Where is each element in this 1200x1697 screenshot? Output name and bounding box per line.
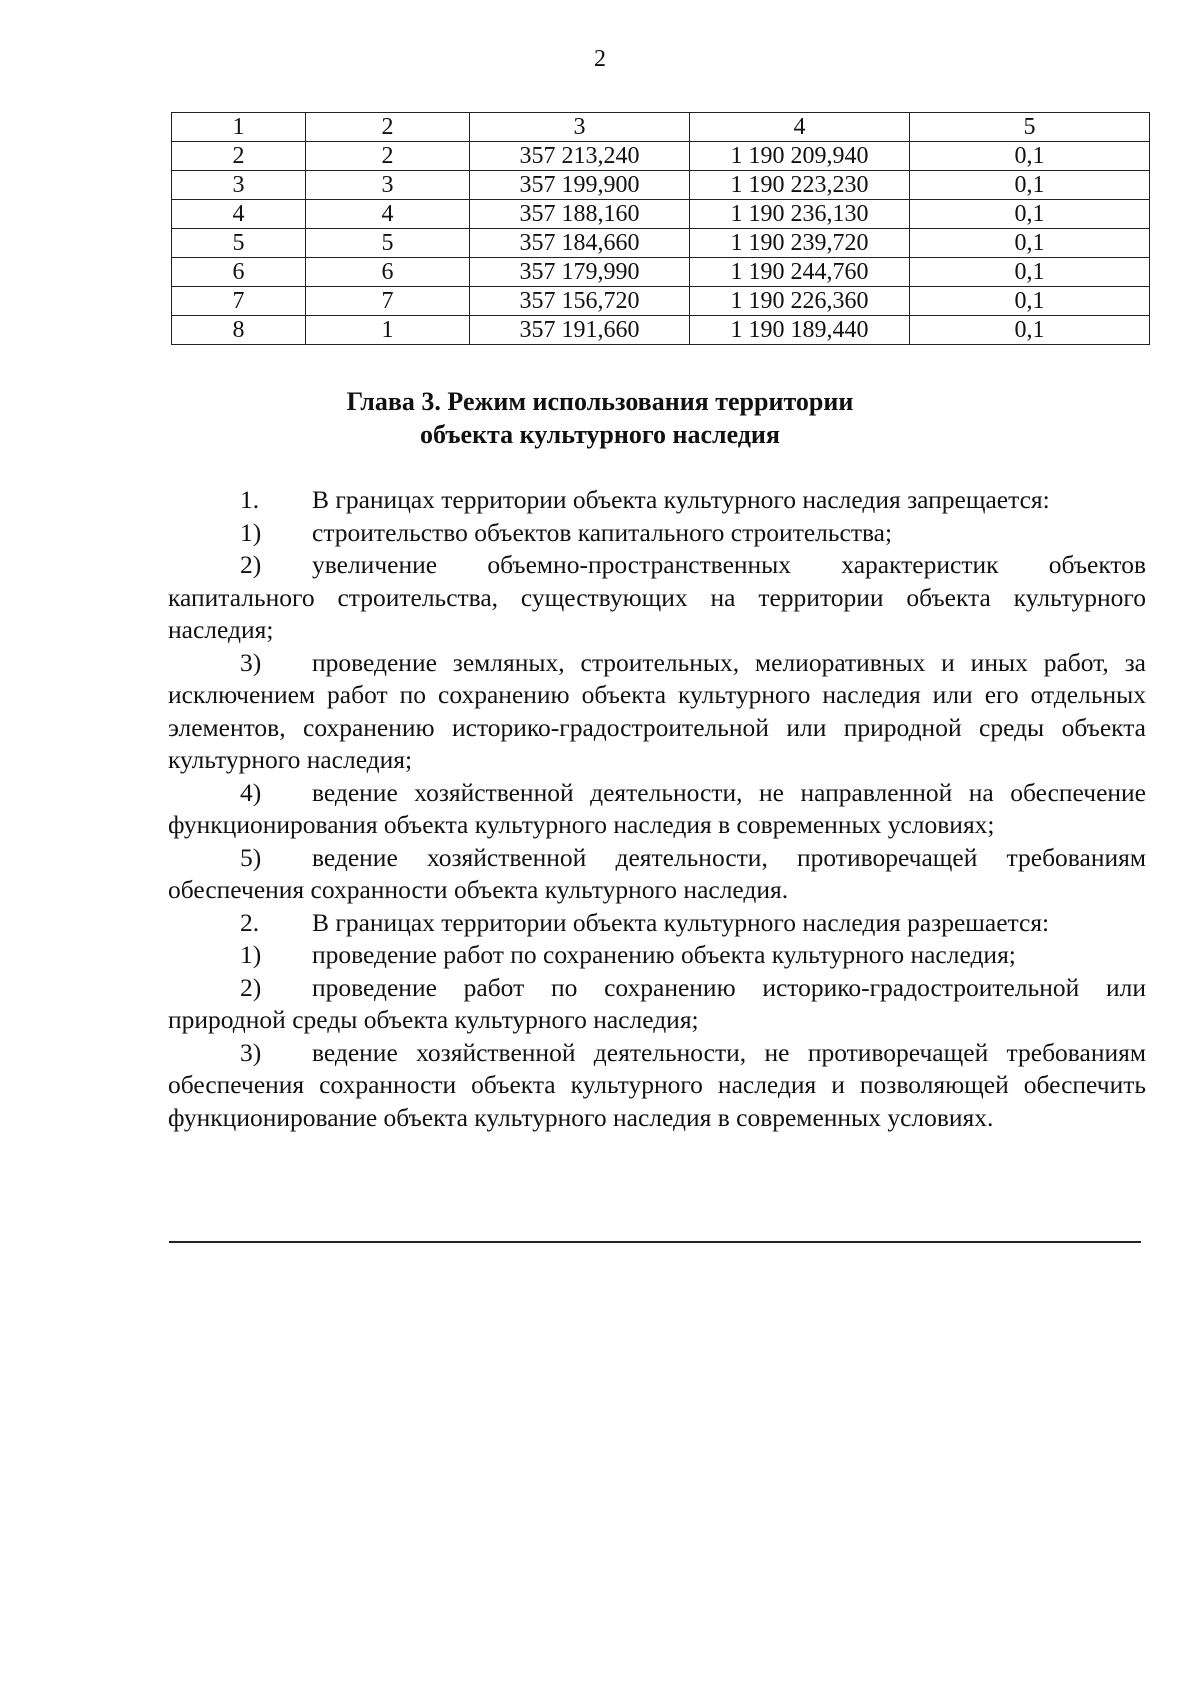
table-cell: 0,1 [910, 142, 1150, 171]
table-cell: 7 [172, 287, 306, 316]
table-cell: 357 188,160 [470, 200, 690, 229]
paragraph-number: 1) [240, 940, 262, 969]
table-cell: 357 179,990 [470, 258, 690, 287]
paragraph-text: В границах территории объекта культурного наследия запрещается: [312, 485, 1050, 514]
table-header-cell: 5 [910, 113, 1150, 142]
paragraph-text: ведение хозяйственной деятельности, не противоречащей требованиям обеспечения сохранности объекта культурного наследия и позволяющей обеспечить функционирование объекта культурного наследия в современных условиях. [168, 1037, 1146, 1132]
paragraph [168, 907, 1146, 940]
table-cell: 0,1 [910, 258, 1150, 287]
chapter-heading-line: Глава 3. Режим использования территории [346, 387, 854, 416]
paragraph-number: 2. [240, 907, 260, 937]
table-cell: 0,1 [910, 316, 1150, 345]
coordinates-table [171, 112, 1150, 345]
paragraph-number: 2) [240, 550, 262, 579]
paragraph [168, 484, 1146, 517]
paragraph-number: 3) [240, 1037, 262, 1067]
paragraph-text: строительство объектов капитального строительства; [312, 517, 893, 547]
table-cell: 357 191,660 [470, 316, 690, 345]
paragraph [168, 842, 1146, 907]
table-row [172, 171, 1150, 200]
paragraph [168, 972, 1146, 1037]
table-cell: 0,1 [910, 229, 1150, 258]
table-header-cell: 4 [690, 113, 910, 142]
table-row [172, 316, 1150, 345]
table-cell: 4 [172, 200, 306, 229]
table-row [172, 200, 1150, 229]
paragraph [168, 777, 1146, 842]
paragraph-text: ведение хозяйственной деятельности, противоречащей требованиям обеспечения сохранности объекта культурного наследия. [168, 842, 1146, 904]
page-number: 2 [594, 46, 606, 72]
table-row [172, 287, 1150, 316]
table-cell: 2 [306, 142, 470, 171]
table-cell: 8 [172, 316, 306, 345]
paragraph-text: увеличение объемно-пространственных характеристик объектов капитального строительства, существующих на территории объекта культурного наследия; [168, 550, 1146, 644]
table-cell: 0,1 [910, 171, 1150, 200]
chapter-heading [0, 385, 1200, 451]
table-cell: 357 184,660 [470, 229, 690, 258]
table-cell: 0,1 [910, 200, 1150, 229]
table-cell: 1 190 239,720 [690, 229, 910, 258]
table-cell: 1 190 236,130 [690, 200, 910, 229]
table-header-cell: 1 [172, 113, 306, 142]
paragraph-number: 1. [240, 485, 260, 514]
paragraph [168, 1037, 1146, 1135]
paragraph [168, 939, 1146, 972]
table-cell: 6 [172, 258, 306, 287]
paragraph-text: В границах территории объекта культурного наследия разрешается: [312, 907, 1050, 937]
paragraph-number: 3) [240, 647, 262, 677]
table-cell: 0,1 [910, 287, 1150, 316]
paragraph [168, 647, 1146, 777]
paragraph-text: проведение земляных, строительных, мелиоративных и иных работ, за исключением работ по сохранению объекта культурного наследия или его отдельных элементов, сохранению историко-градостроительной или природной среды объекта культурного наследия; [168, 647, 1146, 774]
table-cell: 3 [172, 171, 306, 200]
table-row [172, 258, 1150, 287]
table-cell: 357 199,900 [470, 171, 690, 200]
table-row [172, 229, 1150, 258]
table-cell: 4 [306, 200, 470, 229]
paragraph [168, 517, 1146, 550]
table-cell: 357 213,240 [470, 142, 690, 171]
end-divider [169, 1241, 1141, 1243]
table-cell: 3 [306, 171, 470, 200]
table-cell: 1 [306, 316, 470, 345]
paragraph-number: 4) [240, 777, 262, 807]
table-header-cell: 2 [306, 113, 470, 142]
paragraph [168, 549, 1146, 647]
table-row [172, 142, 1150, 171]
table-header-cell: 3 [470, 113, 690, 142]
paragraph-text: проведение работ по сохранению объекта культурного наследия; [312, 940, 1016, 969]
table-cell: 1 190 223,230 [690, 171, 910, 200]
paragraph-text: проведение работ по сохранению историко-градостроительной или природной среды объекта культурного наследия; [168, 972, 1146, 1034]
table-cell: 1 190 209,940 [690, 142, 910, 171]
paragraph-number: 5) [240, 842, 262, 872]
table-cell: 2 [172, 142, 306, 171]
table-header-row [172, 113, 1150, 142]
table-cell: 1 190 226,360 [690, 287, 910, 316]
paragraph-number: 2) [240, 972, 262, 1002]
table-cell: 7 [306, 287, 470, 316]
table-cell: 6 [306, 258, 470, 287]
paragraph-number: 1) [240, 517, 262, 547]
document-body [168, 484, 1146, 1134]
table-cell: 357 156,720 [470, 287, 690, 316]
table-cell: 1 190 189,440 [690, 316, 910, 345]
table-cell: 1 190 244,760 [690, 258, 910, 287]
table-cell: 5 [172, 229, 306, 258]
table-cell: 5 [306, 229, 470, 258]
chapter-heading-line: объекта культурного наследия [420, 420, 780, 449]
paragraph-text: ведение хозяйственной деятельности, не направленной на обеспечение функционирования объекта культурного наследия в современных условиях; [168, 777, 1146, 839]
